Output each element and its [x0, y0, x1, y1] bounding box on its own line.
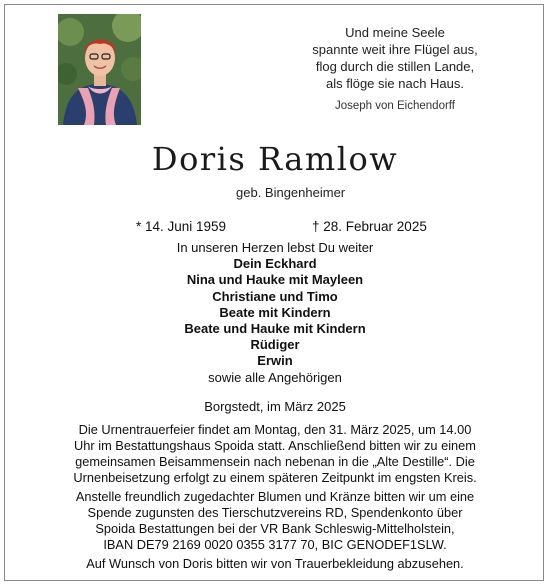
- poem-line: spannte weit ihre Flügel aus,: [312, 42, 478, 57]
- birth-date: * 14. Juni 1959: [136, 219, 227, 234]
- attire-paragraph: [40, 556, 510, 572]
- paragraph-line: Spende zugunsten des Tierschutzvereins RD, Spendenkonto über: [87, 505, 463, 520]
- paragraph-line: gemeinsamen Beisammensein nach nebenan in die „Alte Destille“. Die: [75, 454, 475, 469]
- poem: [300, 24, 490, 115]
- mourner-name: Dein Eckhard: [233, 256, 317, 272]
- mourner-name: Beate mit Kindern: [219, 304, 331, 320]
- mourner-name: Erwin: [257, 353, 293, 369]
- portrait-photo: [58, 14, 141, 125]
- deceased-name: Doris Ramlow: [151, 140, 399, 178]
- mourners-list: [0, 240, 550, 386]
- ceremony-paragraph: [40, 422, 510, 486]
- death-date: † 28. Februar 2025: [312, 219, 427, 234]
- poem-line: Und meine Seele: [345, 25, 445, 40]
- mourner-name: Nina und Hauke mit Mayleen: [186, 272, 364, 288]
- mourner-name: Christiane und Timo: [212, 288, 338, 304]
- paragraph-line: Die Urnentrauerfeier findet am Montag, den 31. März 2025, um 14.00: [78, 422, 472, 437]
- paragraph-line: Urnenbeisetzung erfolgt zu einem späteren Zeitpunkt im engsten Kreis.: [73, 470, 477, 485]
- poem-line: als flöge sie nach Haus.: [325, 76, 465, 91]
- mourner-name: Rüdiger: [250, 337, 300, 353]
- place-date: Borgstedt, im März 2025: [204, 399, 346, 414]
- paragraph-line: IBAN DE79 2169 0020 0355 3177 70, BIC GENODEF1SLW.: [103, 537, 447, 552]
- paragraph-line: Uhr im Bestattungshaus Spoida statt. Anschließend bitten wir zu einem: [74, 438, 476, 453]
- mourners-intro: In unseren Herzen lebst Du weiter: [176, 240, 374, 255]
- poem-author: Joseph von Eichendorff: [335, 100, 455, 112]
- paragraph-line: Spoida Bestattungen bei der VR Bank Schleswig-Mittelholstein,: [95, 521, 455, 536]
- donation-paragraph: [40, 489, 510, 553]
- paragraph-line: Auf Wunsch von Doris bitten wir von Trauerbekleidung abzusehen.: [86, 556, 464, 571]
- mourner-name: Beate und Hauke mit Kindern: [184, 321, 366, 337]
- paragraph-line: Anstelle freundlich zugedachter Blumen und Kränze bitten wir um eine: [75, 489, 475, 504]
- birth-name: geb. Bingenheimer: [236, 185, 346, 200]
- poem-line: flog durch die stillen Lande,: [315, 59, 475, 74]
- mourners-outro: sowie alle Angehörigen: [208, 369, 342, 385]
